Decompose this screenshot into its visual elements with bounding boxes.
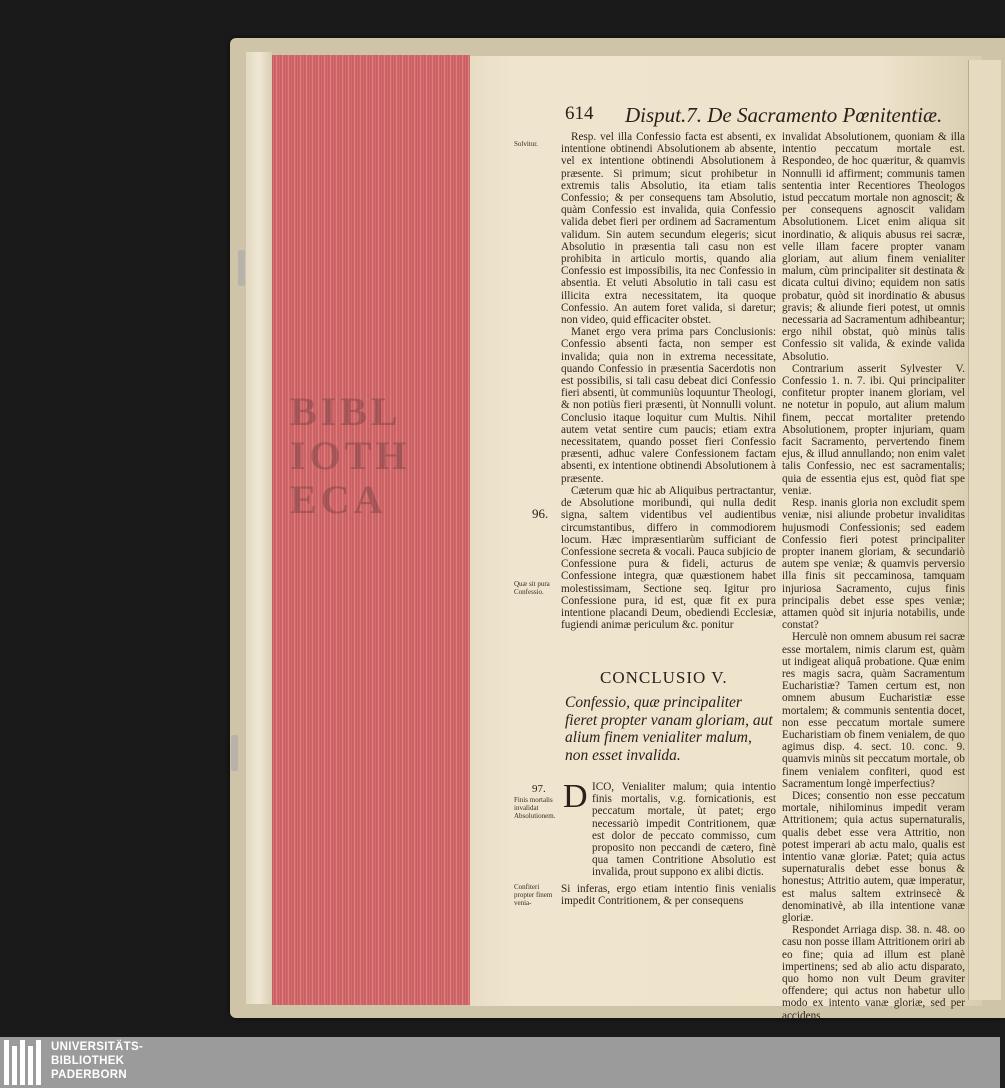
paragraph: Cæterum quæ hic ab Aliquibus pertractantur, de Absolutione moribundi, qui nulla dedit signa, saltem videntibus vel audientibus circumstantibus, differo in commodiorem locum. Hæc impræsentiarùm sufficiant de Confessione secreta & vocali. Pauca subjicio de Confessione pura & fideli, acturus de Confessione integra, quæ quæstionem habet molestissimam, Sectione seq. Igitur pro Confessione pura, id est, quæ fit ex pura intentione placandi Deum, obediendi Ecclesiæ, fugiendi animæ periculum &c. ponitur <box>561 484 776 632</box>
paragraph: Dices; consentio non esse peccatum mortale, nihilominus impedit veram Attritionem; quia actus supernaturalis, qualis debet esse vera Attritio, non potest imperari ab actu malo, qualis est intentio vanæ gloriæ. Patet; quia actus supernaturalis debet esse bonus & honestus; Attritio autem, quæ imperatur, est malus saltem extrinsecè & denominativè, ab illa intentione vanæ gloriæ. <box>782 789 965 924</box>
paragraph: invalidat Absolutionem, quoniam & illa intentio peccatum mortale est. Respondeo, de hoc quæritur, & quamvis Nonnulli id affirment; communis tamen sententia inter Recentiores Theologos istud peccatum mortale non agnoscit; & per consequens agnoscit validam Absolutionem. Licet enim aliqua sit inordinatio, & aliquis abusus rei sacræ, velle illam facere propter vanam gloriam, aut alium finem venialiter malum, cùm principaliter sit destinata & dicata cultui divino; equidem non satis probatur, quòd sit inordinatio & abusus gravis; & aliunde fieri potest, ut omnis necessaria ad Sacramentum adhibeantur; ergo nihil obstat, quò minùs talis Confessio sit valida, & exinde valida Absolutio. <box>782 131 965 363</box>
library-name-line: BIBLIOTHEK <box>51 1055 125 1067</box>
paragraph-number: 96. <box>532 506 549 521</box>
margin-note: Finis mortalis invalidat Absolutionem. <box>514 796 556 820</box>
facing-page-edge <box>968 60 1001 1000</box>
footer-bar <box>0 1037 1000 1088</box>
paragraph: ICO, Venialiter malum; quia intentio finis mortalis, v.g. fornicationis, est peccatum mortale, ùt patet; ergo necessariò impedit Contritionem, quæ est dolor de peccato commisso, cum proposito non peccandi de cætero, finè qua tamen Contritione Absolutio est invalida, prout suppono ex alibi dictis. <box>592 781 776 879</box>
drop-cap: D <box>563 778 588 815</box>
clasp <box>238 250 245 286</box>
left-column <box>561 131 776 631</box>
paragraph: Si inferas, ergo etiam intentio finis venialis impedit Contritionem, & per consequens <box>561 883 776 908</box>
library-logo-icon <box>4 1040 42 1085</box>
paragraph: Herculè non omnem abusum rei sacræ esse mortalem, nimis clarum est, quàm ut indigeat aliquâ probatione. Quæ enim res magis sacra, quàm Sacramentum Eucharistiæ? Tamen certum est, non omnem abusum Eucharistiæ esse mortalem; & communis sententia docet, non esse peccatum mortale sumere Eucharistiam ob finem venialem, de quo agimus disp. 4. sect. 10. conc. 9. quamvis minùs sit peccatum mortale, ob finem venialem confiteri, quod est Sacramentum longè imperfectius? <box>782 631 965 790</box>
page-number: 614 <box>565 103 594 124</box>
library-name <box>51 1040 143 1082</box>
conclusion-text: Confessio, quæ principaliter fieret propter vanam gloriam, aut alium finem venialiter malum, non esset invalida. <box>565 694 773 764</box>
library-name-line: PADERBORN <box>51 1069 127 1081</box>
conclusion-heading: CONCLUSIO V. <box>600 668 728 687</box>
margin-note: Solvitur. <box>514 140 538 148</box>
clasp <box>231 735 238 771</box>
paragraph: Manet ergo vera prima pars Conclusionis: Confessio absenti facta, non semper est invalida; quia non in extrema necessitate, quando Confessio in præsentia Sacerdotis non est possibilis, si tali casu debeat dici Confessio fieri absenti, ùt communiùs loquuntur Theologi, & non potiùs fieri præsenti, ùt Nonnulli volunt. Conclusio itaque loquitur cum Multis. Nihil autem vetat sentire cum paucis; etiam extra necessitatem, quando posset fieri Confessio præsenti, adhuc valere Confessionem factam absenti, ex intentione obtinendi Absolutionem à præsente. <box>561 326 776 485</box>
paragraph: Contrarium asserit Sylvester V. Confessio 1. n. 7. ibi. Qui principaliter confitetur propter inanem gloriam, vel ne notetur in populo, aut alium malum finem, peccat mortaliter pretendo Absolutionem, propter injuriam, quam facit Sacramento, pervertendo finem ejus, & illud annullando; non enim valet talis Confessio, nec est sacramentalis; quia de essentia ejus est, quòd fiat spe veniæ. <box>782 362 965 497</box>
paragraph: Resp. inanis gloria non excludit spem veniæ, nisi aliunde probetur invaliditas hujusmodi Confessionis; sed eadem Confessio fieri potest principaliter propter inanem gloriam, & secundariò autem spe veniæ; & quamvis perversio illa finis sit peccaminosa, tamquam injuriosa Sacramento, cujus finis principalis debet esse spes veniæ; attamen quòd sit injuria notabilis, unde constat? <box>782 497 965 632</box>
library-name-line: UNIVERSITÄTS- <box>51 1041 144 1053</box>
paragraph: Resp. vel illa Confessio facta est absenti, ex intentione obtinendi Absolutionem ab absente, vel ex intentione obtinendi Absolutionem à præsente. Si primum; sicut prohibetur in extremis talis Absolutio, ita etiam talis Confessio; & per consequens tam Absolutio, quàm Confessio est invalida, quia Confessio valida debet fieri per ordinem ad Sacramentum validum. Sin autem secundum elegeris; sicut Absolutio in præsentia tali casu non est prohibita in articulo mortis, quando alia Confessio est impossibilis, ita nec Confessio in absentia. Et veluti Absolutio in tali casu est illicita extra necessitatem, ita quoque Confessio. An autem foret valida, si daretur; non video, quid efficaciter obstet. <box>561 131 776 327</box>
margin-note: Quæ sit pura Confessio. <box>514 580 550 596</box>
right-column <box>782 131 965 1022</box>
cover-edge <box>246 52 272 1004</box>
paragraph-number: 97. <box>532 783 546 795</box>
margin-note: Confiteri propter finem venia- <box>514 883 553 907</box>
running-title: Disput.7. De Sacramento Pœnitentiæ. <box>625 103 943 127</box>
library-stamp: BIBL IOTH ECA <box>290 389 411 522</box>
paragraph: Respondet Arriaga disp. 38. n. 48. oo casu non posse illam Attritionem oriri ab eo fine; quia ad illum est planè impertinens; sed ab alio actu disparato, quo homo non vult Deum graviter offendere; qui actus non habetur ullo modo ex intento vanæ gloriæ, sed per accidens <box>782 924 965 1022</box>
